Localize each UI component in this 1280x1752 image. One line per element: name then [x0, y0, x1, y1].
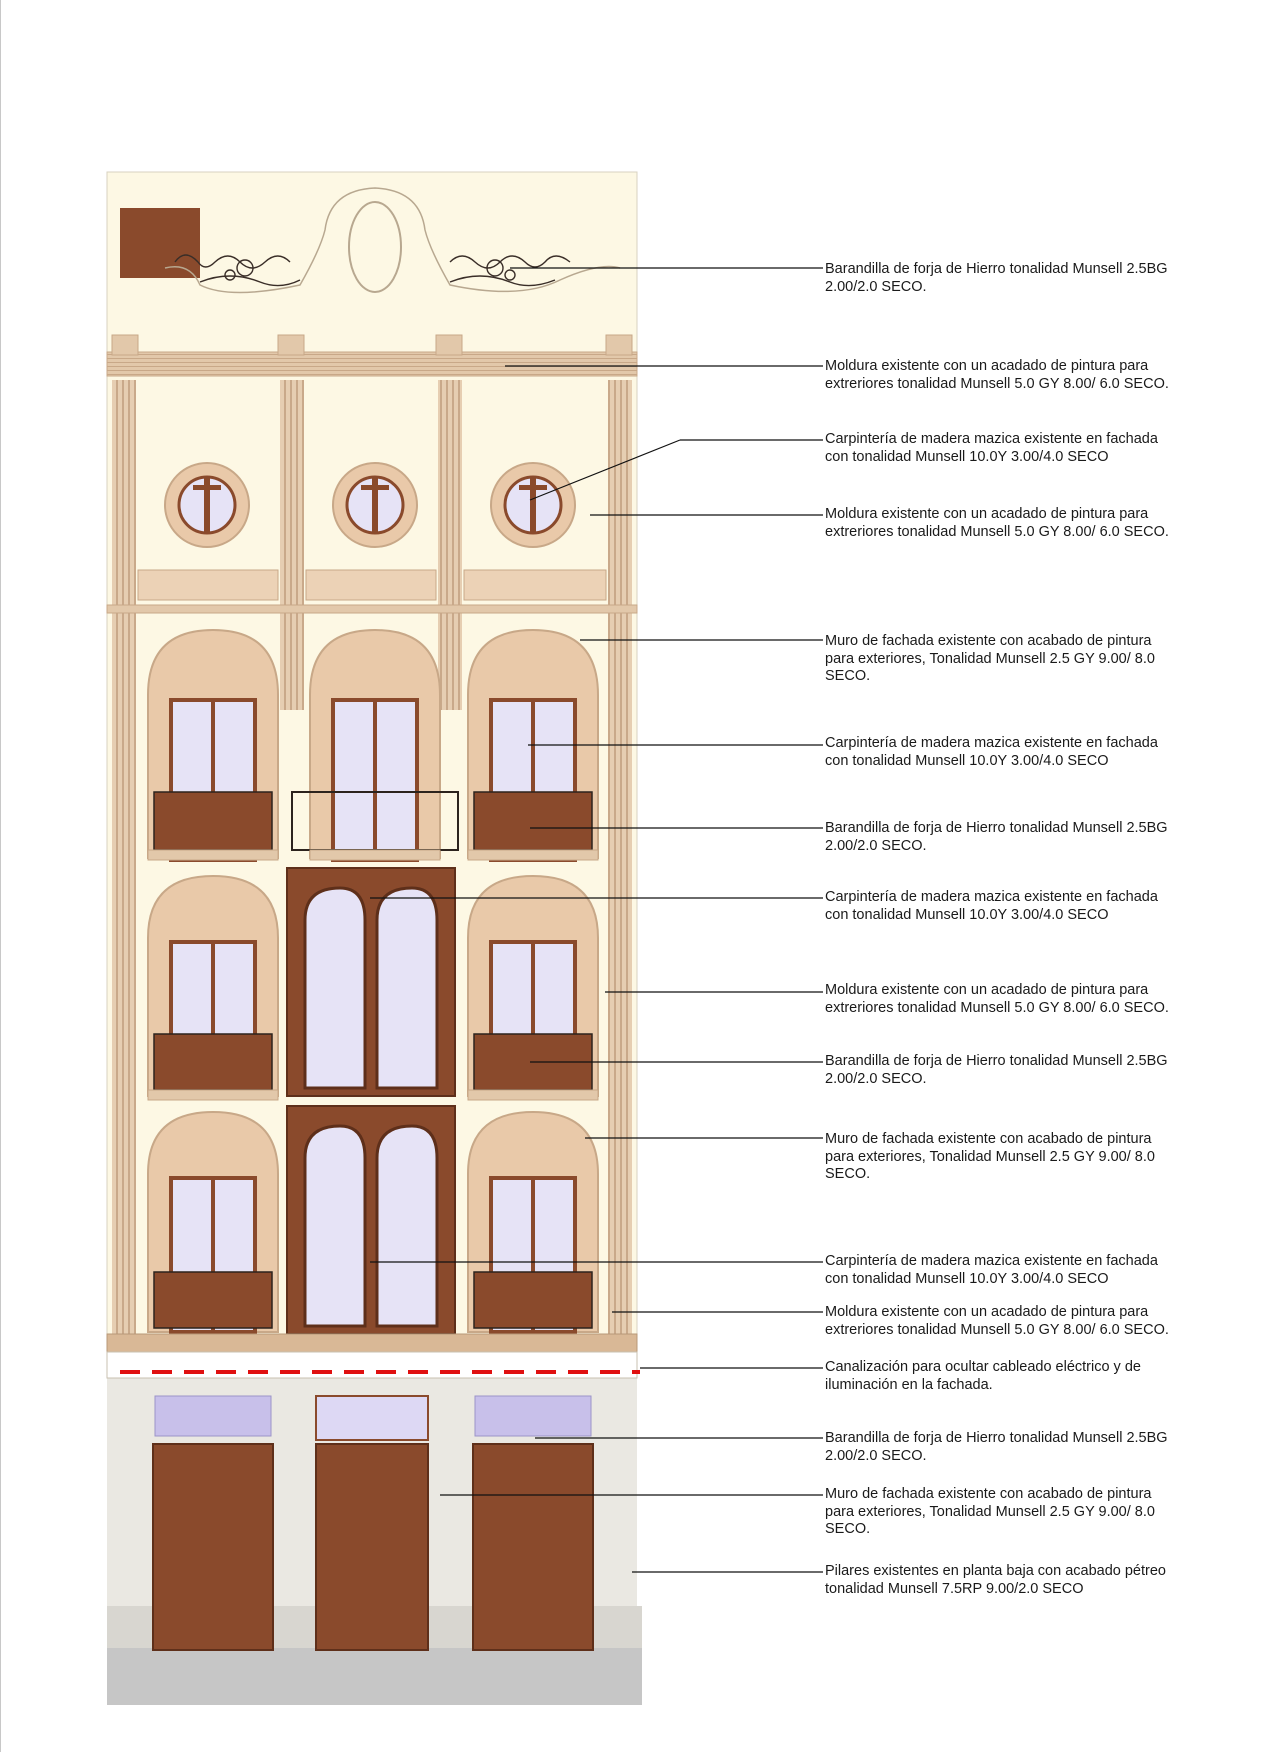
ornament-frieze	[107, 570, 637, 613]
annotation-iron-railing-ground: Barandilla de forja de Hierro tonalidad Munsell 2.5BG 2.00/2.0 SECO.	[825, 1430, 1168, 1464]
attic-oculus	[349, 202, 401, 292]
annotation-wood-central: Carpintería de madera mazica existente en fachada con tonalidad Munsell 10.0Y 3.00/4.0 SECO	[825, 889, 1158, 923]
annotation-electrical-conduit: Canalización para ocultar cableado eléctrico y de iluminación en la fachada.	[825, 1359, 1141, 1393]
ground-cornice	[107, 1334, 640, 1378]
annotation-moulding-cornice: Moldura existente con un acadado de pintura para extreriores tonalidad Munsell 5.0 GY 8.00/ 6.0 SECO.	[825, 358, 1169, 392]
annotation-wood-top-window: Carpintería de madera mazica existente en fachada con tonalidad Munsell 10.0Y 3.00/4.0 SECO	[825, 431, 1158, 465]
annotation-stone-pillars: Pilares existentes en planta baja con acabado pétreo tonalidad Munsell 7.5RP 9.00/2.0 SECO	[825, 1563, 1166, 1597]
annotation-moulding-top: Moldura existente con un acadado de pintura para extreriores tonalidad Munsell 5.0 GY 8.00/ 6.0 SECO.	[825, 506, 1169, 540]
annotation-wall-upper: Muro de fachada existente con acabado de pintura para exteriores, Tonalidad Munsell 2.5 GY 9.00/ 8.0 SECO.	[825, 633, 1155, 684]
pavement	[107, 1648, 642, 1705]
top-floor-windows	[165, 463, 575, 547]
annotation-wall-ground: Muro de fachada existente con acabado de pintura para exteriores, Tonalidad Munsell 2.5 GY 9.00/ 8.0 SECO.	[825, 1486, 1155, 1537]
annotation-iron-railing-second: Barandilla de forja de Hierro tonalidad Munsell 2.5BG 2.00/2.0 SECO.	[825, 820, 1168, 854]
chimney	[120, 208, 200, 278]
annotation-iron-railing-top: Barandilla de forja de Hierro tonalidad Munsell 2.5BG 2.00/2.0 SECO.	[825, 261, 1168, 295]
annotation-iron-railing-third: Barandilla de forja de Hierro tonalidad Munsell 2.5BG 2.00/2.0 SECO.	[825, 1053, 1168, 1087]
annotation-moulding-lower: Moldura existente con un acadado de pintura para extreriores tonalidad Munsell 5.0 GY 8.00/ 6.0 SECO.	[825, 1304, 1169, 1338]
annotation-moulding-pilaster: Moldura existente con un acadado de pintura para extreriores tonalidad Munsell 5.0 GY 8.00/ 6.0 SECO.	[825, 982, 1169, 1016]
annotation-wood-lower: Carpintería de madera mazica existente en fachada con tonalidad Munsell 10.0Y 3.00/4.0 SECO	[825, 1253, 1158, 1287]
ground-floor-doors	[153, 1396, 593, 1650]
annotation-wall-lower: Muro de fachada existente con acabado de pintura para exteriores, Tonalidad Munsell 2.5 GY 9.00/ 8.0 SECO.	[825, 1131, 1155, 1182]
annotation-wood-second-floor: Carpintería de madera mazica existente en fachada con tonalidad Munsell 10.0Y 3.00/4.0 SECO	[825, 735, 1158, 769]
